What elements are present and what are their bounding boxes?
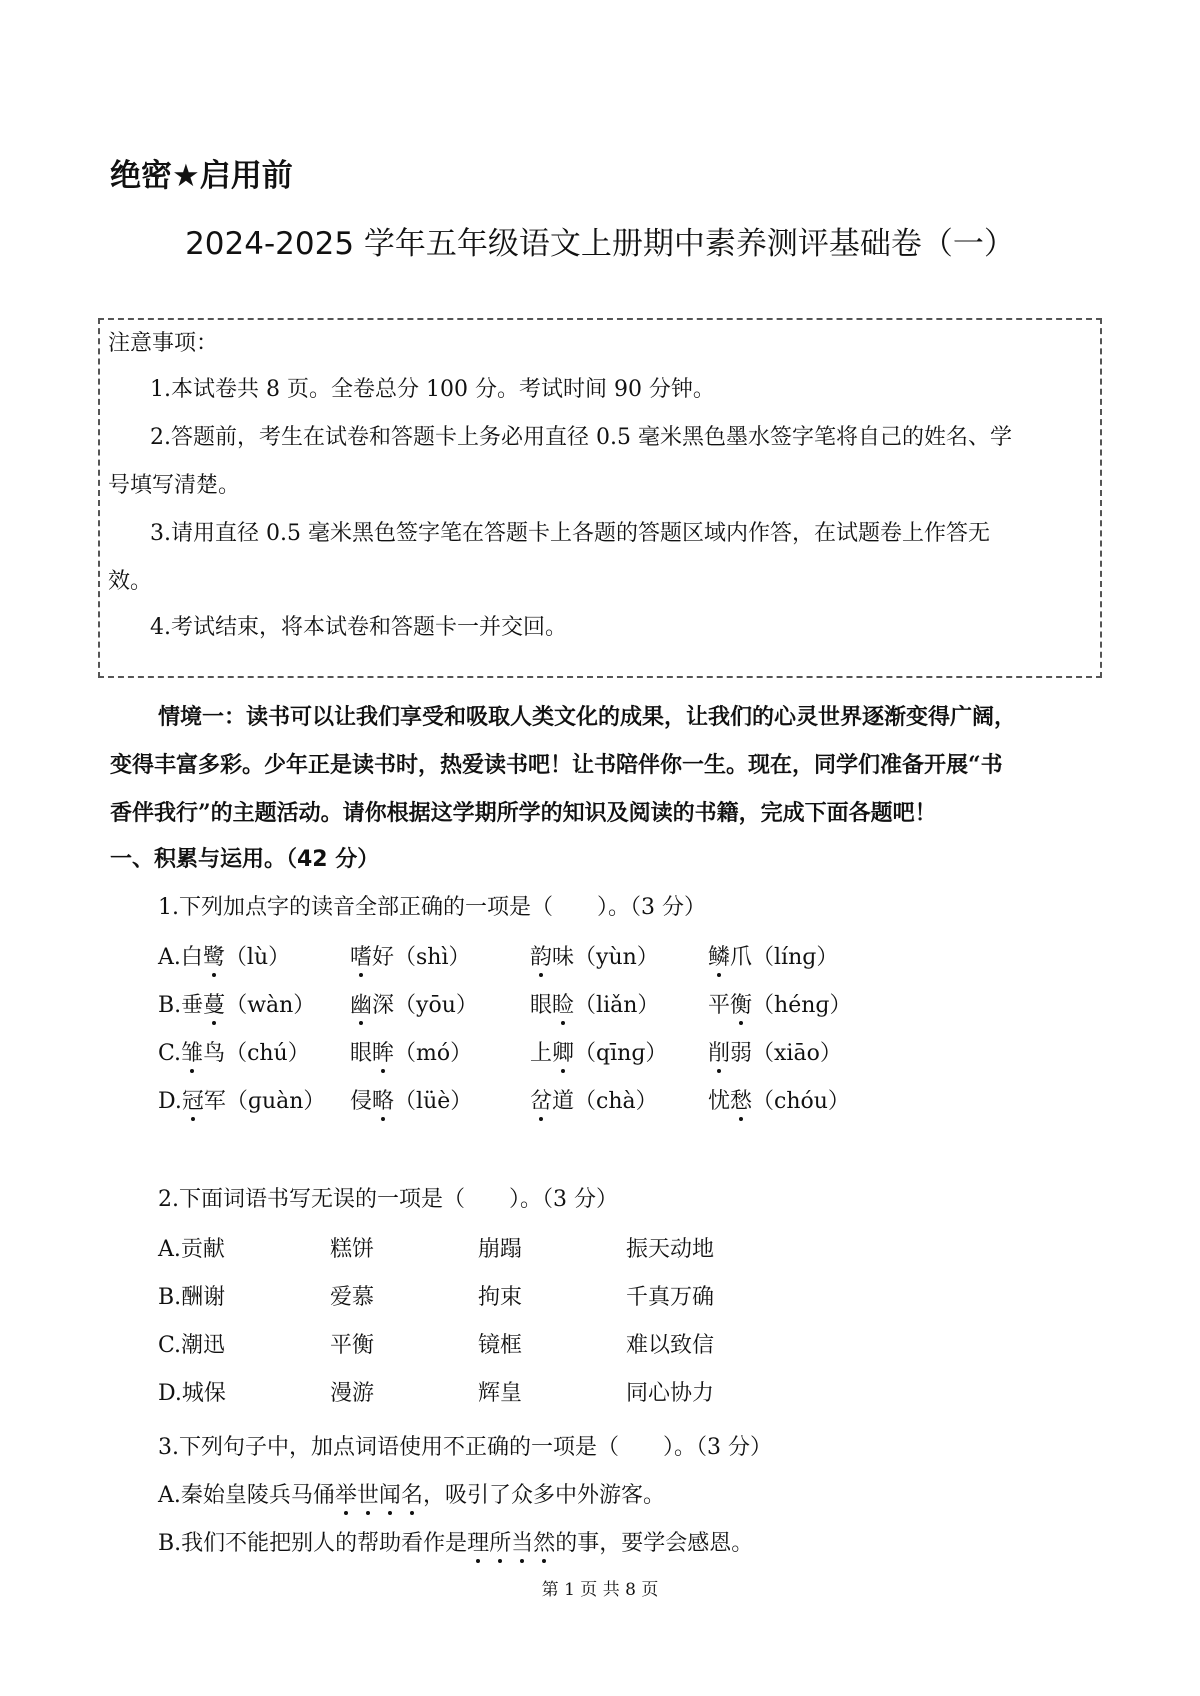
question-1-option-item	[708, 940, 838, 971]
option-text: 道（chà）	[552, 1089, 658, 1114]
confidential-label: 绝密★启用前	[110, 158, 293, 194]
option-text: （qīnɡ）	[574, 1041, 668, 1066]
option-text: （chóu）	[752, 1089, 850, 1114]
question-2-option-item: 难以致信	[626, 1333, 715, 1358]
question-2-option-item: B.酬谢	[158, 1285, 226, 1310]
option-text: （hénɡ）	[752, 993, 852, 1018]
exam-title: 2024-2025 学年五年级语文上册期中素养测评基础卷（一）	[185, 226, 1015, 262]
option-text: （lüè）	[394, 1089, 473, 1114]
option-text: D.	[158, 1089, 182, 1114]
question-1-option-item	[158, 988, 315, 1019]
question-2-option-item: 拘束	[478, 1285, 523, 1310]
notice-heading: 注意事项：	[108, 331, 219, 356]
dotted-character: 衡	[730, 988, 752, 1019]
dotted-character: 岔	[530, 1084, 552, 1115]
question-2-option-item: 糕饼	[330, 1237, 375, 1262]
question-2-option-item: 千真万确	[626, 1285, 715, 1310]
notice-item: 1.本试卷共 8 页。全卷总分 100 分。考试时间 90 分钟。	[150, 377, 715, 402]
dotted-character: 闻	[379, 1478, 401, 1509]
question-1-option-item	[158, 940, 290, 971]
option-text: C.	[158, 1041, 182, 1066]
notice-item: 2.答题前，考生在试卷和答题卡上务必用直径 0.5 毫米黑色墨水签字笔将自己的姓名、学	[150, 425, 1012, 450]
dotted-character: 鳞	[708, 940, 730, 971]
option-text: 忧	[708, 1089, 731, 1114]
question-2-option-item: 平衡	[330, 1333, 375, 1358]
dotted-character: 蔓	[203, 988, 225, 1019]
dotted-character: 略	[372, 1084, 394, 1115]
dotted-character: 卿	[552, 1036, 574, 1067]
question-1-option-item	[530, 1084, 658, 1115]
dotted-character: 雏	[181, 1036, 203, 1067]
option-text: （wàn）	[225, 993, 316, 1018]
notice-item: 4.考试结束，将本试卷和答题卡一并交回。	[150, 615, 567, 640]
notice-item-cont: 效。	[108, 569, 153, 594]
option-text: B.我们不能把别人的帮助看作是	[158, 1531, 468, 1556]
dotted-character: 当	[511, 1526, 533, 1557]
option-text: 的事，要学会感恩。	[555, 1531, 754, 1556]
option-text: 眼	[530, 993, 553, 1018]
dotted-character: 鹭	[203, 940, 225, 971]
question-1-option-item	[350, 1036, 472, 1067]
question-1-option-item	[158, 1084, 325, 1115]
question-2-option-item: 爱慕	[330, 1285, 375, 1310]
notice-item-cont: 号填写清楚。	[108, 473, 241, 498]
question-1-stem: 1.下列加点字的读音全部正确的一项是（ ）。（3 分）	[158, 895, 706, 920]
question-1-option-item	[708, 1084, 850, 1115]
question-2-option-item: 同心协力	[626, 1381, 715, 1406]
dotted-character: 名	[401, 1478, 423, 1509]
option-text: A.秦始皇陵兵马俑	[158, 1483, 335, 1508]
option-text: （liǎn）	[574, 993, 660, 1018]
context-line: 情境一：读书可以让我们享受和吸取人类文化的成果，让我们的心灵世界逐渐变得广阔，	[158, 704, 1017, 730]
dotted-character: 眸	[372, 1036, 394, 1067]
dotted-character: 削	[708, 1036, 730, 1067]
context-line: 香伴我行”的主题活动。请你根据这学期所学的知识及阅读的书籍，完成下面各题吧！	[110, 800, 937, 826]
dotted-character: 理	[467, 1526, 489, 1557]
option-text: 上	[530, 1041, 553, 1066]
question-1-option-item	[350, 988, 478, 1019]
dotted-character: 睑	[552, 988, 574, 1019]
question-2-stem: 2.下面词语书写无误的一项是（ ）。（3 分）	[158, 1187, 618, 1212]
notice-box	[98, 318, 1102, 678]
question-1-option-item	[530, 988, 659, 1019]
option-text: 侵	[350, 1089, 373, 1114]
option-text: 好（shì）	[372, 945, 471, 970]
question-2-option-item: 振天动地	[626, 1237, 715, 1262]
question-1-option-item	[708, 988, 851, 1019]
question-2-option-item: 镜框	[478, 1333, 523, 1358]
question-1-option-item	[530, 1036, 667, 1067]
option-text: ，吸引了众多中外游客。	[422, 1483, 665, 1508]
option-text: 军（ɡuàn）	[203, 1089, 326, 1114]
option-text: 平	[708, 993, 731, 1018]
question-2-option-item: C.潮迅	[158, 1333, 226, 1358]
question-2-option-item: 崩蹋	[478, 1237, 523, 1262]
question-1-option-item	[158, 1036, 310, 1067]
section-heading: 一、积累与运用。（42 分）	[110, 847, 380, 872]
dotted-character: 愁	[730, 1084, 752, 1115]
dotted-character: 韵	[530, 940, 552, 971]
option-text: 弱（xiāo）	[730, 1041, 842, 1066]
option-text: （lù）	[224, 945, 291, 970]
option-text: B.垂	[158, 993, 204, 1018]
question-2-option-item: D.城保	[158, 1381, 226, 1406]
question-3-option-b	[158, 1526, 753, 1557]
option-text: 爪（línɡ）	[730, 945, 839, 970]
option-text: 深（yōu）	[372, 993, 478, 1018]
option-text: 眼	[350, 1041, 373, 1066]
dotted-character: 举	[335, 1478, 357, 1509]
question-1-option-item	[350, 1084, 472, 1115]
notice-item: 3.请用直径 0.5 毫米黑色签字笔在答题卡上各题的答题区域内作答，在试题卷上作答无	[150, 521, 990, 546]
page-footer: 第 1 页 共 8 页	[541, 1580, 659, 1600]
question-1-option-item	[708, 1036, 842, 1067]
dotted-character: 世	[357, 1478, 379, 1509]
option-text: A.白	[158, 945, 203, 970]
question-3-option-a	[158, 1478, 665, 1509]
question-1-option-item	[530, 940, 659, 971]
question-2-option-item: A.贡献	[158, 1237, 225, 1262]
question-3-stem: 3.下列句子中，加点词语使用不正确的一项是（ ）。（3 分）	[158, 1435, 772, 1460]
context-line: 变得丰富多彩。少年正是读书时，热爱读书吧！让书陪伴你一生。现在，同学们准备开展“书	[110, 752, 1003, 778]
question-2-option-item: 辉皇	[478, 1381, 523, 1406]
question-2-option-item: 漫游	[330, 1381, 375, 1406]
option-text: 味（yùn）	[552, 945, 659, 970]
dotted-character: 幽	[350, 988, 372, 1019]
dotted-character: 嗜	[350, 940, 372, 971]
dotted-character: 所	[489, 1526, 511, 1557]
option-text: （mó）	[394, 1041, 473, 1066]
dotted-character: 然	[533, 1526, 555, 1557]
option-text: 鸟（chú）	[203, 1041, 310, 1066]
question-1-option-item	[350, 940, 471, 971]
dotted-character: 冠	[182, 1084, 204, 1115]
